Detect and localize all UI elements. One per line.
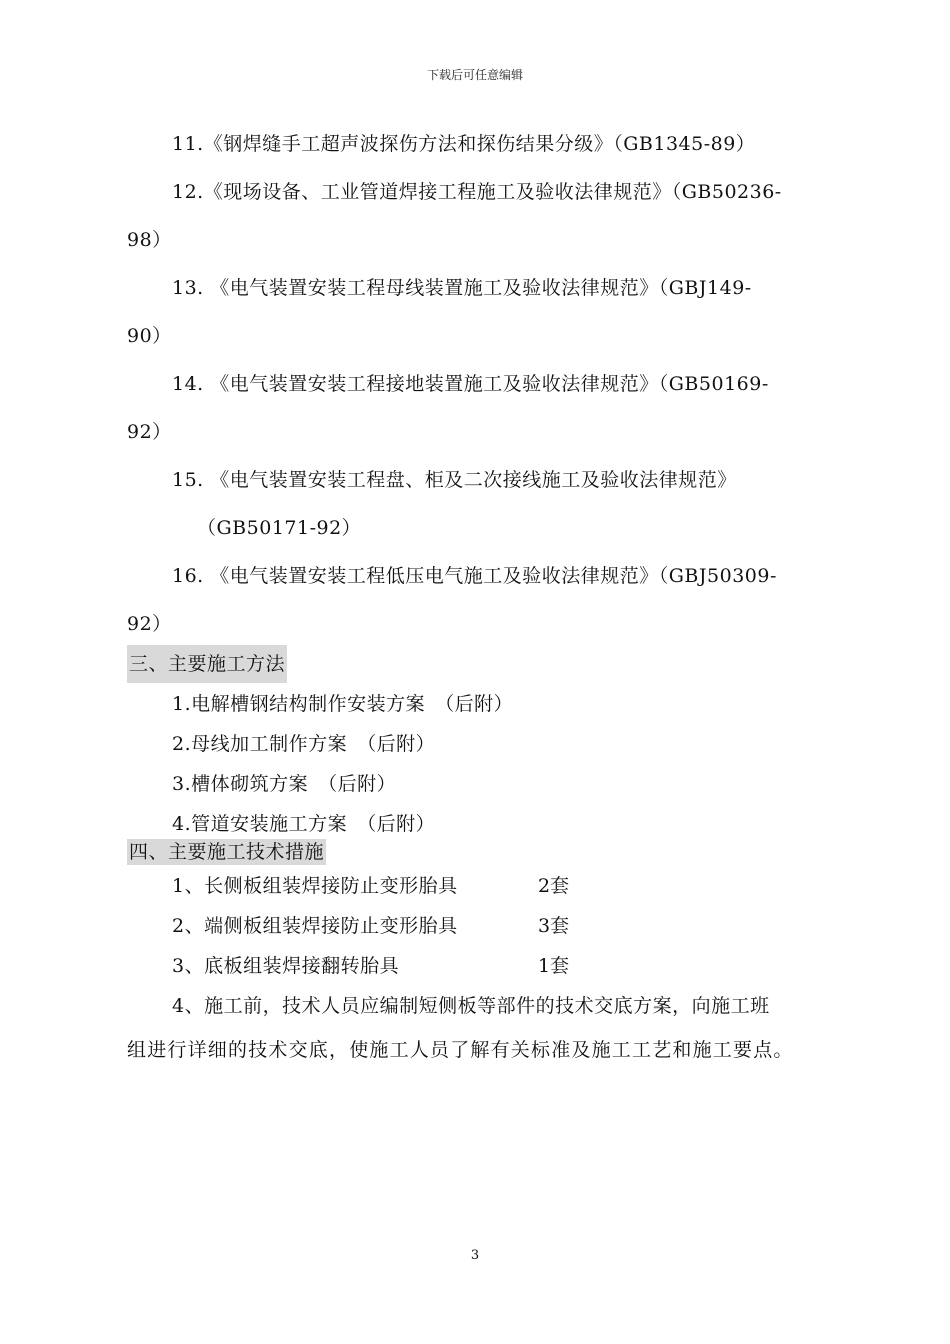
reference-text: 12.《现场设备、工业管道焊接工程施工及验收法律规范》（GB50236-	[172, 181, 782, 203]
reference-text: 16. 《电气装置安装工程低压电气施工及验收法律规范》（GBJ50309-	[172, 565, 777, 587]
page-number: 3	[470, 1248, 480, 1263]
reference-text: 14. 《电气装置安装工程接地装置施工及验收法律规范》（GB50169-	[172, 373, 769, 395]
fixture-label: 3、底板组装焊接翻转胎具	[172, 955, 400, 977]
paragraph-line: 组进行详细的技术交底，使施工人员了解有关标准及施工工艺和施工要点。	[127, 1039, 794, 1061]
reference-continuation: 90）	[127, 325, 172, 347]
reference-item: 11.《钢焊缝手工超声波探伤方法和探伤结果分级》（GB1345-89）	[172, 133, 756, 155]
reference-item	[172, 179, 858, 205]
reference-text: 13. 《电气装置安装工程母线装置施工及验收法律规范》（GBJ149-	[172, 277, 752, 299]
paragraph-text: 4、施工前，技术人员应编制短侧板等部件的技术交底方案，向施工班	[172, 995, 770, 1017]
list-item: 2.母线加工制作方案 （后附）	[172, 733, 436, 755]
reference-continuation: 92）	[127, 613, 172, 635]
fixture-quantity: 1套	[538, 955, 570, 977]
list-item: 1.电解槽钢结构制作安装方案 （后附）	[172, 693, 514, 715]
fixture-label: 1、长侧板组装焊接防止变形胎具	[172, 875, 458, 897]
reference-item	[172, 563, 858, 589]
reference-text: 15. 《电气装置安装工程盘、柜及二次接线施工及验收法律规范》	[172, 469, 737, 491]
reference-item	[172, 275, 858, 301]
reference-continuation: （GB50171-92）	[197, 517, 362, 539]
list-item: 3.槽体砌筑方案 （后附）	[172, 773, 397, 795]
reference-item	[172, 467, 858, 493]
page-header: 下载后可任意编辑	[426, 68, 523, 82]
reference-continuation: 92）	[127, 421, 172, 443]
paragraph-line	[172, 993, 858, 1019]
reference-item	[172, 371, 858, 397]
fixture-quantity: 2套	[538, 875, 570, 897]
fixture-quantity: 3套	[538, 915, 570, 937]
section-heading: 三、主要施工方法	[127, 645, 287, 683]
reference-continuation: 98）	[127, 229, 172, 251]
fixture-label: 2、端侧板组装焊接防止变形胎具	[172, 915, 458, 937]
section-heading: 四、主要施工技术措施	[129, 841, 325, 863]
list-item: 4.管道安装施工方案 （后附）	[172, 813, 436, 835]
